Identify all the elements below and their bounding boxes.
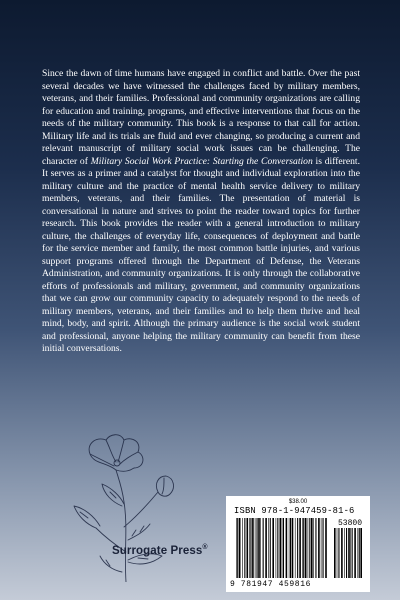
barcode-box — [226, 496, 370, 592]
blurb-text-part-1: Since the dawn of time humans have engaged in conflict and battle. Over the past several decades we have witnessed the challenges faced by military members, veterans, and their families. Professional and community organizations are calling for education and training, programs, and effective interventions that focus on the needs of the military community. This book is a response to that call for action. Military life and its trials are fluid and ever changing, so producing a current and relevant manuscript of military social work issues can be challenging. The character of — [42, 68, 360, 167]
publisher-logo — [112, 544, 208, 557]
ean-digits: 9 781947 459816 — [230, 580, 312, 589]
price-label: $38.00 — [288, 499, 308, 505]
price-addon-number: 53800 — [338, 519, 363, 528]
registered-mark: ® — [202, 544, 208, 551]
isbn-label: ISBN 978-1-947459-81-6 — [234, 506, 355, 516]
blurb-text-part-2: is different. It serves as a primer and a catalyst for thought and individual exploration into the military culture and the practice of mental health service delivery to military members, veterans, and their families. The presentation of material is conversational in nature and strives to point the reader toward topics for further research. This book provides the reader with a general introduction to military culture, the challenges of everyday life, consequences of deployment and battle for the service member and family, the most common battle injuries, and various support programs offered through the Department of Defense, the Veterans Administration, and community organizations. It is only through the collaborative efforts of professionals and military, government, and community organizations that we can grow our community capacity to adequately respond to the needs of military members, veterans, and their families and to help them thrive and heal mind, body, and spirit. Although the primary audience is the social work student and professional, anyone helping the military community can benefit from these initial conversations. — [42, 155, 360, 354]
book-title-inline: Military Social Work Practice: Starting the Conversation — [90, 155, 313, 167]
poppy-flower-icon — [66, 432, 186, 582]
publisher-name: Surrogate Press — [112, 544, 203, 557]
back-cover-blurb — [42, 68, 360, 356]
barcode-bars — [234, 518, 366, 580]
